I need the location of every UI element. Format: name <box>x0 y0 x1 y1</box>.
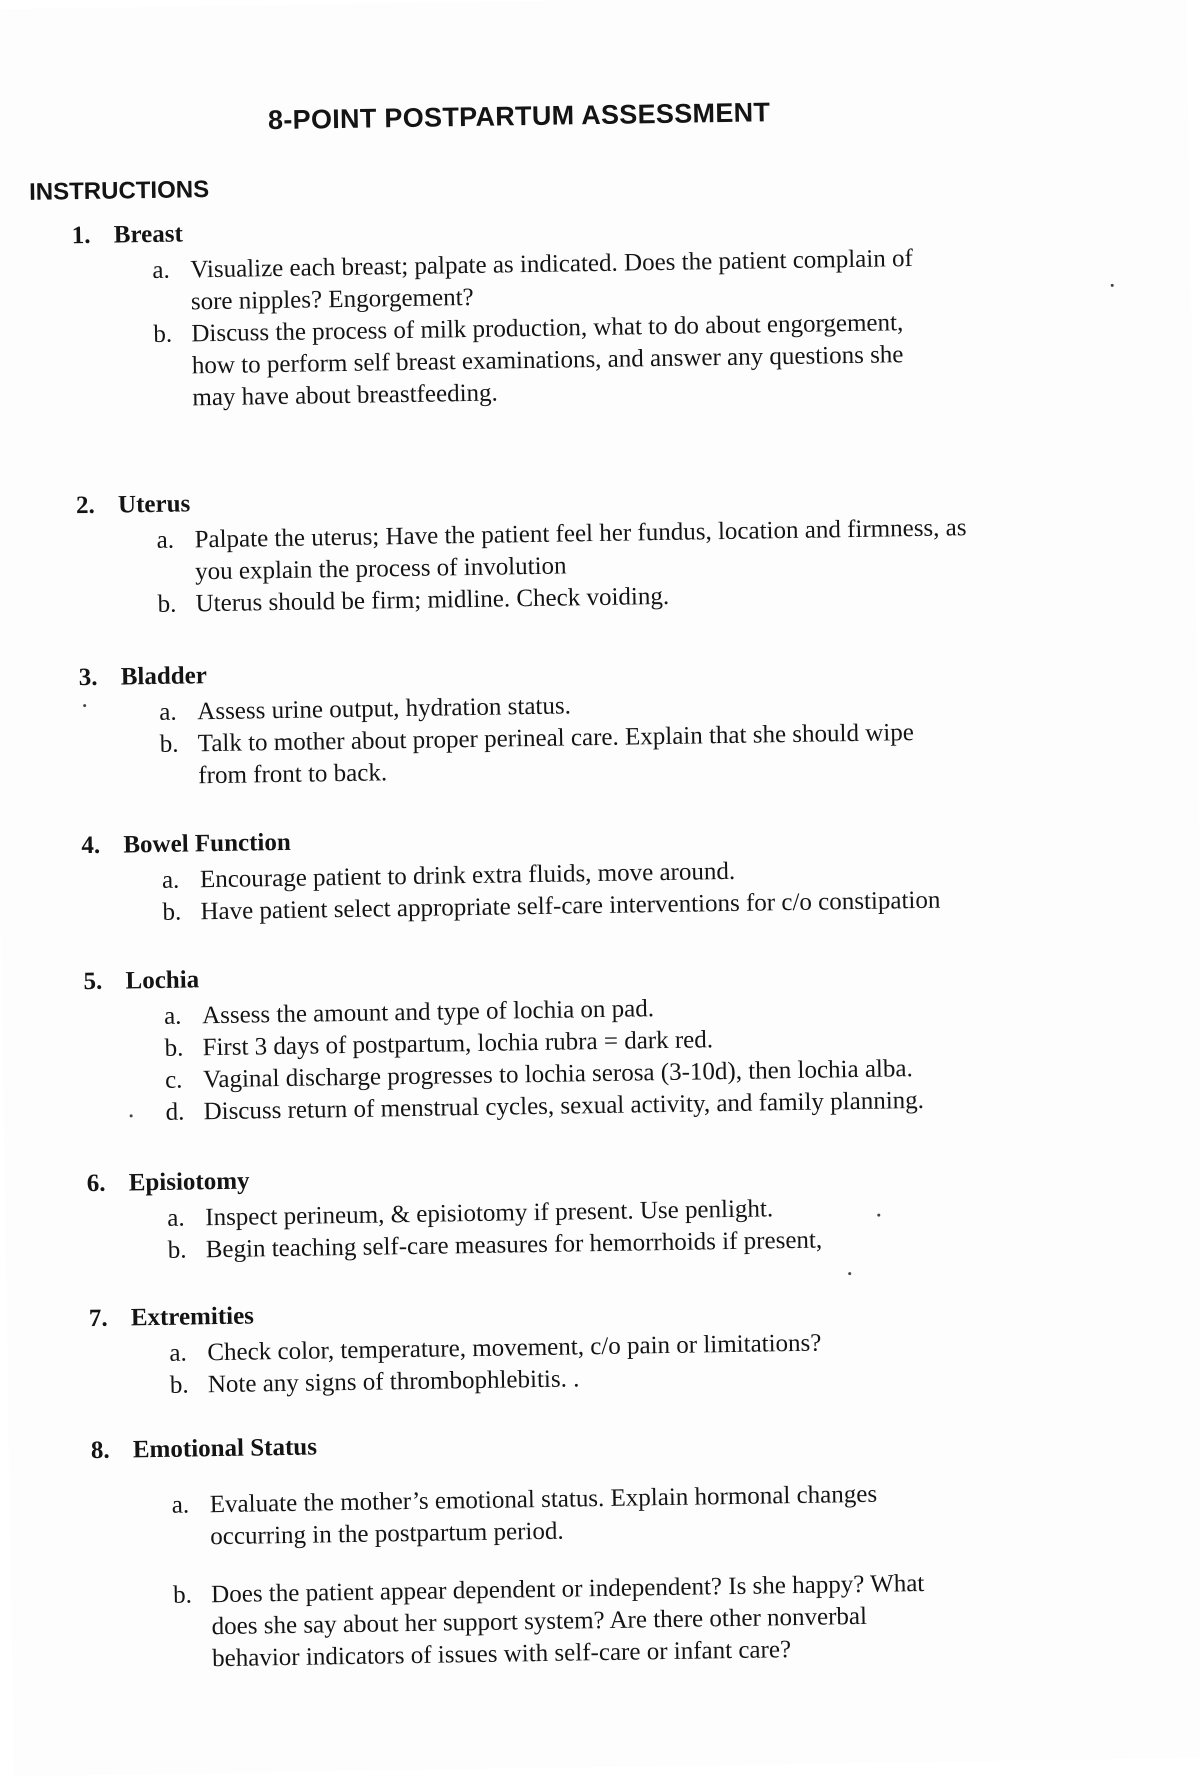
scan-speck <box>877 1214 880 1217</box>
item-text: Evaluate the mother’s emotional status. Explain hormonal changes occurring in the postpartum period. <box>209 1480 878 1551</box>
scan-speck <box>83 704 86 707</box>
section-number: 5. <box>83 967 103 996</box>
section-number: 7. <box>88 1304 108 1333</box>
item-letter: b. <box>164 1034 184 1062</box>
section-title: Lochia <box>125 966 200 995</box>
item-letter: b. <box>162 898 182 926</box>
scan-speck <box>130 1114 133 1117</box>
section-number: 6. <box>86 1169 106 1198</box>
section-title: Breast <box>113 220 183 249</box>
section-number: 8. <box>90 1436 110 1465</box>
item-letter: d. <box>165 1098 185 1126</box>
instructions-label: INSTRUCTIONS <box>28 176 210 206</box>
section-items <box>169 1324 1030 1402</box>
item-letter: b. <box>167 1236 187 1264</box>
section-breast <box>72 207 935 416</box>
section-number: 1. <box>71 221 91 250</box>
section-bladder <box>79 648 951 794</box>
item-letter: a. <box>156 526 175 554</box>
item-letter: a. <box>163 1002 182 1030</box>
section-emotional-status <box>91 1422 945 1677</box>
section-number: 2. <box>75 491 96 520</box>
item-text: Uterus should be firm; midline. Check voiding. <box>195 582 670 618</box>
section-items <box>159 684 950 792</box>
item-text: Talk to mother about proper perineal care. Explain that she should wipe from front to back. <box>197 719 915 790</box>
item-letter: a. <box>159 698 177 726</box>
scan-speck <box>848 1272 851 1275</box>
item-letter: b. <box>169 1371 189 1399</box>
item-text: Note any signs of thrombophlebitis. . <box>207 1365 580 1399</box>
scan-speck <box>1111 284 1114 287</box>
section-items <box>164 987 1026 1128</box>
item-letter: a. <box>152 256 170 284</box>
item-letter: a. <box>171 1491 190 1519</box>
section-title: Uterus <box>117 490 191 519</box>
section-number: 4. <box>81 831 101 860</box>
section-episiotomy <box>86 1153 1027 1268</box>
section-items <box>152 243 934 415</box>
item-text: Discuss the process of milk production, what to do about engorgement, how to perform self breast examinations, and answer any questions she may have about breastfeeding. <box>191 309 904 412</box>
section-title: Bowel Function <box>123 828 291 859</box>
item-text: Inspect perineum, & episiotomy if present. Use penlight. <box>205 1195 774 1232</box>
item-text: Vaginal discharge progresses to lochia serosa (3-10d), then lochia alba. <box>202 1055 913 1094</box>
item-text: Does the patient appear dependent or independent? Is she happy? What does she say about her support system? Are there other nonverbal behavior indicators of issues with self-care or infant care? <box>210 1569 925 1673</box>
item-text: Encourage patient to drink extra fluids, move around. <box>199 857 736 894</box>
section-number: 3. <box>78 663 98 692</box>
section-items <box>167 1189 1028 1267</box>
item-text: Assess the amount and type of lochia on pad. <box>201 995 655 1030</box>
item-text: Check color, temperature, movement, c/o pain or limitations? <box>207 1329 822 1367</box>
item-text: Assess urine output, hydration status. <box>197 692 572 726</box>
item-letter: c. <box>164 1066 183 1094</box>
item-letter: a. <box>167 1204 185 1232</box>
item-letter: b. <box>172 1581 193 1609</box>
list-item <box>153 307 934 415</box>
section-lochia <box>83 951 1025 1130</box>
item-text: Discuss return of menstrual cycles, sexual activity, and family planning. <box>203 1086 925 1126</box>
item-letter: b. <box>153 320 173 348</box>
section-items <box>162 851 1023 929</box>
item-text: Begin teaching self-care measures for hemorrhoids if present, <box>205 1226 823 1264</box>
section-title: Emotional Status <box>132 1433 318 1464</box>
item-letter: a. <box>169 1339 187 1367</box>
section-heading <box>91 1422 941 1467</box>
section-uterus <box>76 476 988 622</box>
item-text: Palpate the uterus; Have the patient feel her fundus, location and firmness, as you explain the process of involution <box>194 514 967 586</box>
item-text: Have patient select appropriate self-care interventions for c/o constipation <box>200 886 941 926</box>
section-items <box>156 512 987 621</box>
item-letter: b. <box>157 590 177 618</box>
section-title: Extremities <box>130 1302 255 1332</box>
section-bowel-function <box>81 815 1022 930</box>
list-item <box>152 243 933 319</box>
item-letter: b. <box>159 730 179 758</box>
list-item <box>160 716 951 792</box>
list-item <box>173 1568 944 1676</box>
list-item <box>172 1478 943 1554</box>
section-extremities <box>89 1288 1030 1403</box>
item-letter: a. <box>161 866 180 894</box>
section-title: Bladder <box>120 662 208 691</box>
item-text: Visualize each breast; palpate as indicated. Does the patient complain of sore nipples? Engorgement? <box>190 245 914 316</box>
section-title: Episiotomy <box>128 1167 250 1197</box>
page-title: 8-POINT POSTPARTUM ASSESSMENT <box>267 97 771 136</box>
item-text: First 3 days of postpartum, lochia rubra = dark red. <box>202 1026 714 1062</box>
section-items <box>172 1478 945 1676</box>
